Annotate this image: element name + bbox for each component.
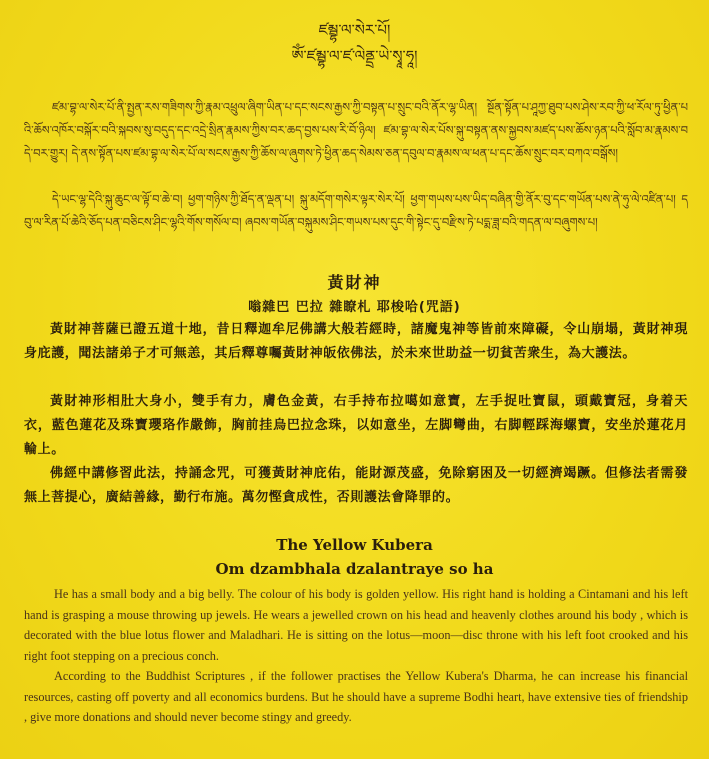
tibetan-mantra: ཨོཾ་ཛམྦྷ་ལ་ཛ་ལེནྡྲ་ཡེ་སྭཱ་ཧཱ། [291, 47, 418, 65]
chinese-paragraph-1: 黃財神菩薩已證五道十地，昔日釋迦牟尼佛講大般若經時，諸魔鬼神等皆前來障礙，令山崩塌，黃財神現身庇護，聞法諸弟子才可無恙，其后釋尊囑黃財神皈依佛法，於未來世助益一切貧苦衆生，為大護法。 [24, 322, 688, 361]
english-mantra: Om dzambhala dzalantraye so ha [215, 560, 494, 578]
english-title: The Yellow Kubera [276, 536, 433, 554]
tibetan-paragraph-2: དེ་ཡང་ལྷ་དེའི་སྐུ་ཆུང་ལ་ལྟོ་བ་ཆེ་བ། ཕྱག་གཉིས་ཀྱི་ཐོད་ན་ལྡན་པ། སྐུ་མདོག་གསེར་ལྟར་སེར་པོ། ཕྱག་གཡས་པས་ཡིད་བཞིན་གྱི་ནོར་བུ་དང་གཡོན་པས་ནེ་ཧུ་ལེ་འཛིན་པ། དབུ་ལ་རིན་པོ་ཆེའི་ཅོད་པན་བཅིངས་ཤིང་ལྷའི་གོས་གསོལ་བ། ཞབས་གཡོན་བསྐུམས་ཤིང་གཡས་པས་དུང་གི་སྟེང་དུ་བརྫིས་ཏེ་པདྨ་ཟླ་བའི་གདན་ལ་བཞུགས་པ། [24, 192, 688, 229]
english-paragraph-2: According to the Buddhist Scriptures , if the follower practises the Yellow Kubera's Dharma, he can increase his financial resources, casting off poverty and all economics burdens. But he should have a supreme Bodhi heart, have extensive ties of friendship , give more donations and should never become stingy and greedy. [24, 669, 688, 724]
chinese-paragraph-3: 佛經中講修習此法，持誦念咒，可獲黃財神庇佑，能財源茂盛，免除窮困及一切經濟竭蹶。但修法者需發無上菩提心，廣結善緣，勤行布施。萬勿慳貪成性，否則護法會降罪的。 [24, 466, 688, 505]
chinese-paragraph-2: 黃財神形相肚大身小，雙手有力，膚色金黃，右手持布拉噶如意寶，左手捉吐寶鼠，頭戴寶冠，身着天衣，藍色蓮花及珠寶瓔珞作嚴飾，胸前挂烏巴拉念珠，以如意坐，左脚彎曲，右脚輕踩海螺寶，安坐於蓮花月輪上。 [24, 394, 688, 457]
chinese-mantra: 嗡雜巴 巴拉 雜瞭札 耶梭哈(咒語) [248, 300, 461, 315]
tibetan-paragraph-1: ཛམ་བྷ་ལ་སེར་པོ་ནི་སྤྱན་རས་གཟིགས་ཀྱི་རྣམ་འཕྲུལ་ཞིག་ཡིན་པ་དང་སངས་རྒྱས་ཀྱི་བསྟན་པ་སྲུང་བའི་ནོར་ལྷ་ཡིན། སྔོན་སྟོན་པ་ཤཱཀྱ་ཐུབ་པས་ཤེས་རབ་ཀྱི་ཕ་རོལ་ཏུ་ཕྱིན་པའི་ཆོས་འཁོར་བསྐོར་བའི་སྐབས་སུ་བདུད་དང་འདྲེ་སྲིན་རྣམས་ཀྱིས་བར་ཆད་བྱས་པས་རི་བོ་ཉིལ། ཛམ་བྷ་ལ་སེར་པོས་སྐུ་བསྟན་ནས་སྐྱབས་མཛད་པས་ཆོས་ཉན་པའི་སློབ་མ་རྣམས་བདེ་བར་གྱུར། དེ་ནས་སྟོན་པས་ཛམ་བྷ་ལ་སེར་པོ་ལ་སངས་རྒྱས་ཀྱི་ཆོས་ལ་ཞུགས་ཏེ་ཕྱིན་ཆད་སེམས་ཅན་དབུལ་བ་རྣམས་ལ་ཕན་པ་དང་ཆོས་སྲུང་བར་བཀའ་བསྒོས། [24, 100, 688, 160]
english-paragraph-1: He has a small body and a big belly. The colour of his body is golden yellow. His right hand is holding a Cintamani and his left hand is grasping a mouse throwing up jewels. He wears a jewelled crown on his head and heavenly clothes around his body , which is decorated with the blue lotus flower and Maladhari. He is sitting on the lotus—moon—disc throne with his left foot crooked and his right foot stepping on a precious conch. [24, 587, 688, 663]
chinese-title: 黃財神 [327, 273, 382, 292]
tibetan-title: ཛམྦྷ་ལ་སེར་པོ། [318, 21, 391, 39]
